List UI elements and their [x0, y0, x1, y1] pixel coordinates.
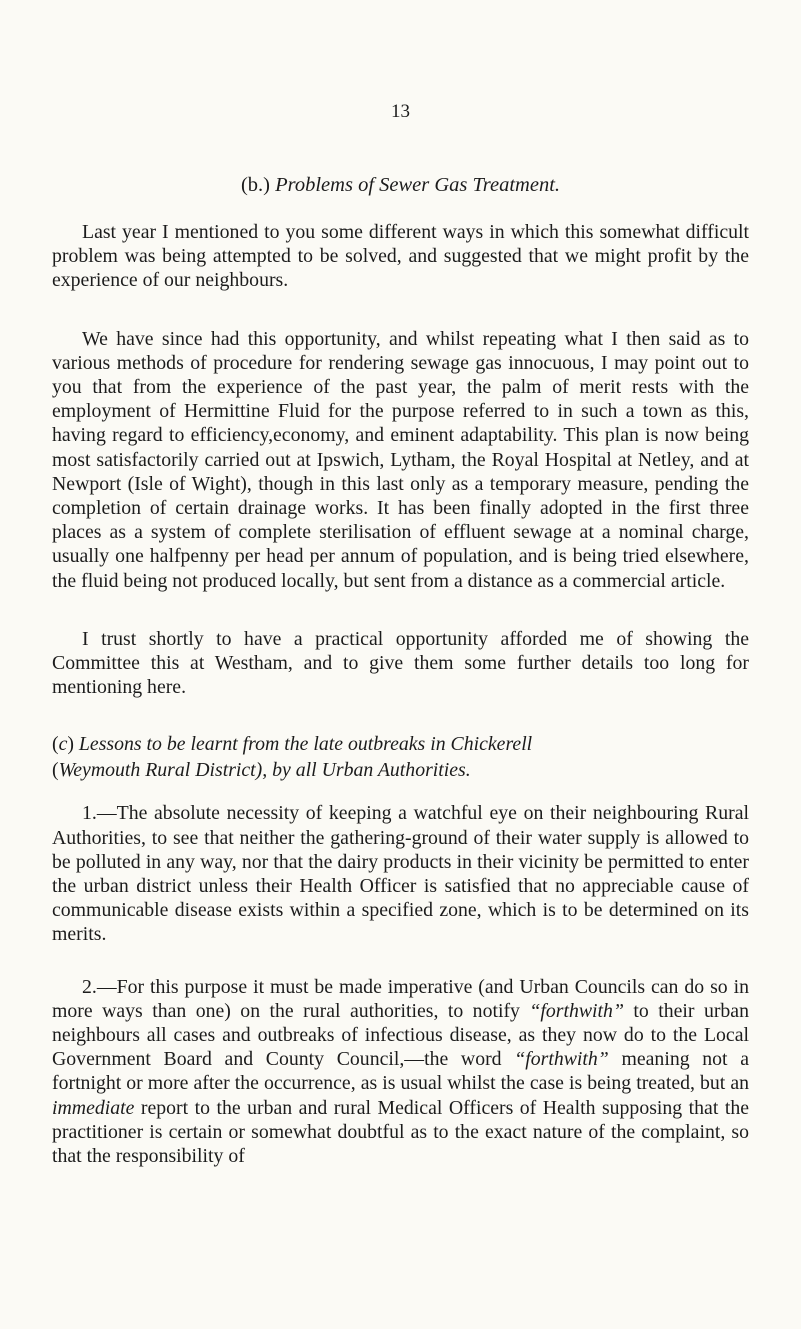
section-c-title-line2-tail: , by all Urban Authorities.: [262, 759, 471, 782]
immediate-word: immediate: [52, 1096, 135, 1119]
paragraph-2: We have since had this opportunity, and whilst repeating what I then said as to various methods of procedure for rendering sewage gas innocuous, I may point out to you that from the experience of the past year, the palm of merit rests with the employment of Hermittine Fluid for the purpose referred to in such a town as this, having regard to efficiency,economy, and eminent adaptability. This plan is now being most satisfactorily carried out at Ipswich, Lytham, the Royal Hospital at Netley, and at Newport (Isle of Wight), though in this last only as a temporary measure, pending the completion of certain drainage works. It has been finally adopted in the first three places as a system of complete sterilisation of effluent sewage at a nominal charge, usually one halfpenny per head per annum of population, and is being tried elsewhere, the fluid being not produced locally, but sent from a distance as a commercial article.: [52, 327, 749, 592]
paragraph-3: I trust shortly to have a practical opportunity afforded me of showing the Committee this at Westham, and to give them some further details too long for mentioning here.: [52, 627, 749, 699]
item-2: 2.—For this purpose it must be made imperative (and Urban Councils can do so in more ways than one) on the rural authorities, to notify “forthwith” to their urban neighbours all cases and outbreaks of infectious disease, as they now do to the Local Government Board and County Council,—the word “forthwith” meaning not a fortnight or more after the occurrence, as is usual whilst the case is being treated, but an immediate report to the urban and rural Medical Officers of Health supposing that the practitioner is certain or somewhat doubtful as to the exact nature of the complaint, so that the responsibility of: [52, 975, 749, 1168]
section-b-title: Problems of Sewer Gas Treatment.: [275, 174, 561, 196]
paragraph-1: Last year I mentioned to you some different ways in which this somewhat difficult problem was being attempted to be solved, and suggested that we might profit by the experience of our neighbours.: [52, 221, 749, 292]
section-c-title-line2: Weymouth Rural District): [58, 759, 263, 782]
section-c-prefix: c: [58, 733, 68, 756]
item-1: 1.—The absolute necessity of keeping a watchful eye on their neighbouring Rural Authorities, to see that neither the gathering-ground of their water supply is allowed to be polluted in any way, nor that the dairy products in their vicinity be permitted to enter the urban district unless their Health Officer is satisfied that no appreciable cause of communicable disease exists within a specified zone, which is to be determined on its merits.: [52, 802, 749, 946]
section-b-heading: [52, 172, 749, 198]
section-c-heading: [52, 731, 749, 783]
section-c-heading-line1: (c) Lessons to be learnt from the late outbreaks in Chickerell: [52, 733, 533, 756]
section-c-heading-line2: (Weymouth Rural District), by all Urban Authorities.: [52, 759, 471, 782]
page-number: 13: [391, 101, 410, 122]
forthwith-quote-2: “forthwith”: [514, 1048, 609, 1071]
section-b-prefix: (b.): [240, 174, 270, 196]
forthwith-quote-1: “forthwith”: [529, 999, 624, 1022]
section-c-title-line1: Lessons to be learnt from the late outbreaks in Chickerell: [78, 733, 533, 756]
